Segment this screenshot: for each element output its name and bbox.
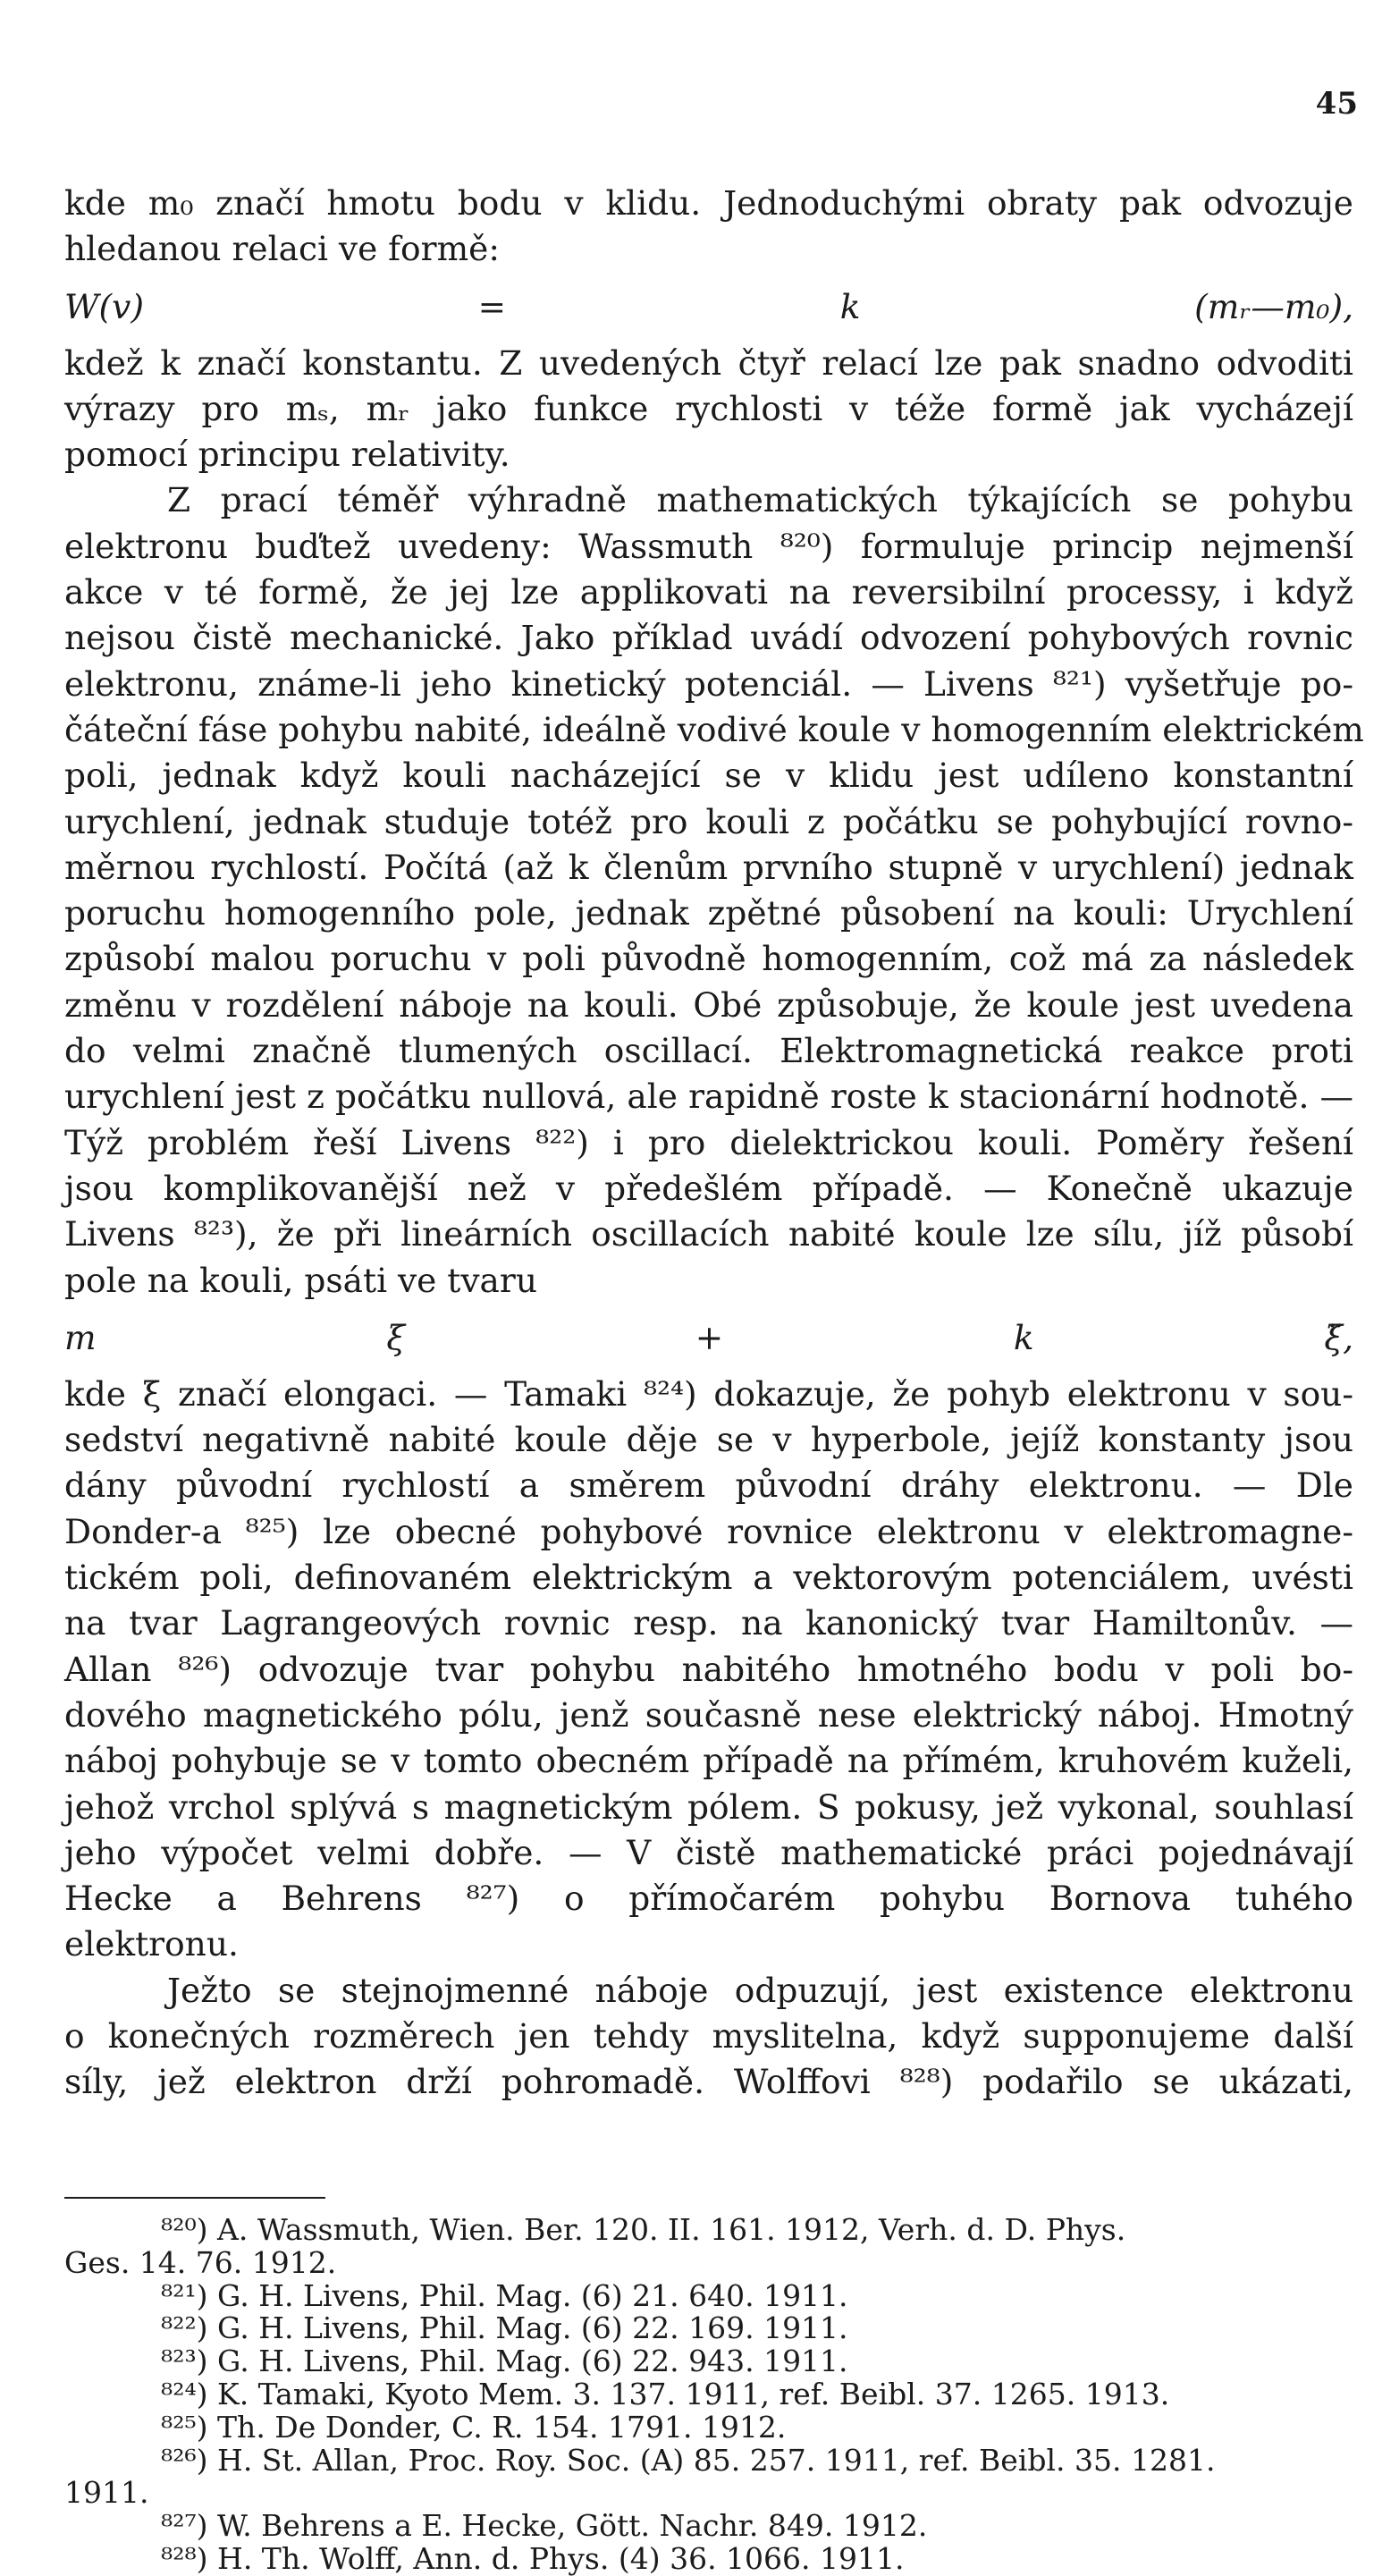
text-line: Allan ⁸²⁶) odvozuje tvar pohybu nabitého hmotného bodu v poli bo- bbox=[64, 1649, 1353, 1689]
text-line: výrazy pro mₛ, mᵣ jako funkce rychlosti v téže formě jak vycházejí bbox=[64, 388, 1353, 428]
text-line: dového magnetického pólu, jenž současně nese elektrický náboj. Hmotný bbox=[64, 1694, 1353, 1735]
footnote-line: ⁸²²) G. H. Livens, Phil. Mag. (6) 22. 169. 1911. bbox=[161, 2310, 848, 2346]
text-line: jsou komplikovanější než v předešlém případě. — Konečně ukazuje bbox=[64, 1168, 1353, 1208]
text-line: Ježto se stejnojmenné náboje odpuzují, jest existence elektronu bbox=[167, 1970, 1353, 2010]
text-line: Hecke a Behrens ⁸²⁷) o přímočarém pohybu Bornova tuhého bbox=[64, 1879, 1353, 1919]
text-line: hledanou relaci ve formě: bbox=[64, 229, 500, 269]
footnote-line: ⁸²⁷) W. Behrens a E. Hecke, Gött. Nachr. 849. 1912. bbox=[161, 2508, 928, 2544]
text-line: změnu v rozdělení náboje na kouli. Obé způsobuje, že koule jest uvedena bbox=[64, 984, 1353, 1025]
text-line: Donder-a ⁸²⁵) lze obecné pohybové rovnice elektronu v elektromagne- bbox=[64, 1511, 1353, 1551]
footnote-line: ⁸²⁶) H. St. Allan, Proc. Roy. Soc. (A) 85. 257. 1911, ref. Beibl. 35. 1281. bbox=[161, 2442, 1216, 2478]
footnote-line: 1911. bbox=[64, 2475, 149, 2511]
text-line: pole na kouli, psáti ve tvaru bbox=[64, 1260, 537, 1300]
text-line: Livens ⁸²³), že při lineárních oscillacích nabité koule lze sílu, jíž působí bbox=[64, 1214, 1353, 1254]
footnote-line: ⁸²⁸) H. Th. Wolff, Ann. d. Phys. (4) 36. 1066. 1911. bbox=[161, 2540, 905, 2576]
text-line: poruchu homogenního pole, jednak zpětné působení na kouli: Urychlení bbox=[64, 893, 1353, 933]
footnote-line: Ges. 14. 76. 1912. bbox=[64, 2244, 337, 2280]
text-line: o konečných rozměrech jen tehdy myslitelna, když supponujeme další bbox=[64, 2015, 1353, 2056]
footnote-line: ⁸²⁰) A. Wassmuth, Wien. Ber. 120. II. 161. 1912, Verh. d. D. Phys. bbox=[161, 2212, 1126, 2247]
text-line: kde ξ značí elongaci. — Tamaki ⁸²⁴) dokazuje, že pohyb elektronu v sou- bbox=[64, 1373, 1353, 1414]
text-line: tickém poli, definovaném elektrickým a vektorovým potenciálem, uvésti bbox=[64, 1558, 1353, 1598]
footnote-line: ⁸²¹) G. H. Livens, Phil. Mag. (6) 21. 640. 1911. bbox=[161, 2277, 848, 2313]
text-line: nejsou čistě mechanické. Jako příklad uvádí odvození pohybových rovnic bbox=[64, 618, 1353, 658]
text-line: dány původní rychlostí a směrem původní dráhy elektronu. — Dle bbox=[64, 1465, 1353, 1506]
text-line: sedství negativně nabité koule děje se v hyperbole, jejíž konstanty jsou bbox=[64, 1420, 1353, 1460]
text-line: měrnou rychlostí. Počítá (až k členům prvního stupně v urychlení) jednak bbox=[64, 847, 1353, 887]
equation: m ξ + k ξ̈, bbox=[64, 1317, 1353, 1357]
text-line: Týž problém řeší Livens ⁸²²) i pro dielektrickou kouli. Poměry řešení bbox=[64, 1122, 1353, 1162]
footnote-separator bbox=[64, 2197, 325, 2199]
text-line: urychlení jest z počátku nullová, ale rapidně roste k stacionární hodnotě. — bbox=[64, 1077, 1353, 1117]
text-line: urychlení, jednak studuje totéž pro kouli z počátku se pohybující rovno- bbox=[64, 801, 1353, 841]
body-text bbox=[64, 181, 1364, 2106]
page-number: 45 bbox=[1315, 86, 1358, 122]
text-line: Z prací téměř výhradně mathematických týkajících se pohybu bbox=[167, 480, 1353, 520]
text-line: kde m₀ značí hmotu bodu v klidu. Jednoduchými obraty pak odvozuje bbox=[64, 183, 1353, 223]
text-line: síly, jež elektron drží pohromadě. Wolffovi ⁸²⁸) podařilo se ukázati, bbox=[64, 2062, 1353, 2102]
text-line: na tvar Lagrangeových rovnic resp. na kanonický tvar Hamiltonův. — bbox=[64, 1603, 1353, 1643]
text-line: kdež k značí konstantu. Z uvedených čtyř relací lze pak snadno odvoditi bbox=[64, 342, 1353, 383]
text-line: jehož vrchol splývá s magnetickým pólem. S pokusy, jež vykonal, souhlasí bbox=[64, 1786, 1353, 1827]
text-line: čáteční fáse pohybu nabité, ideálně vodivé koule v homogenním elektrickém bbox=[64, 709, 1364, 749]
text-line: pomocí principu relativity. bbox=[64, 435, 510, 475]
text-line: způsobí malou poruchu v poli původně homogenním, což má za následek bbox=[64, 939, 1353, 979]
text-line: elektronu buďtež uvedeny: Wassmuth ⁸²⁰) formuluje princip nejmenší bbox=[64, 526, 1353, 566]
text-line: poli, jednak když kouli nacházející se v klidu jest udíleno konstantní bbox=[64, 756, 1353, 796]
text-line: do velmi značně tlumených oscillací. Elektromagnetická reakce proti bbox=[64, 1031, 1353, 1071]
footnote-line: ⁸²⁵) Th. De Donder, C. R. 154. 1791. 1912. bbox=[161, 2409, 787, 2445]
text-line: jeho výpočet velmi dobře. — V čistě mathematické práci pojednávají bbox=[64, 1832, 1353, 1872]
equation: W(v) = k (mᵣ—m₀), bbox=[64, 286, 1353, 326]
text-line: elektronu. bbox=[64, 1924, 239, 1964]
footnote-line: ⁸²³) G. H. Livens, Phil. Mag. (6) 22. 943. 1911. bbox=[161, 2344, 848, 2379]
text-line: náboj pohybuje se v tomto obecném případě na přímém, kruhovém kuželi, bbox=[64, 1741, 1353, 1781]
footnotes bbox=[64, 2214, 1353, 2576]
footnote-line: ⁸²⁴) K. Tamaki, Kyoto Mem. 3. 137. 1911, ref. Beibl. 37. 1265. 1913. bbox=[161, 2376, 1170, 2411]
text-line: akce v té formě, že jej lze applikovati na reversibilní processy, i když bbox=[64, 572, 1353, 612]
text-line: elektronu, známe-li jeho kinetický potenciál. — Livens ⁸²¹) vyšetřuje po- bbox=[64, 663, 1353, 704]
